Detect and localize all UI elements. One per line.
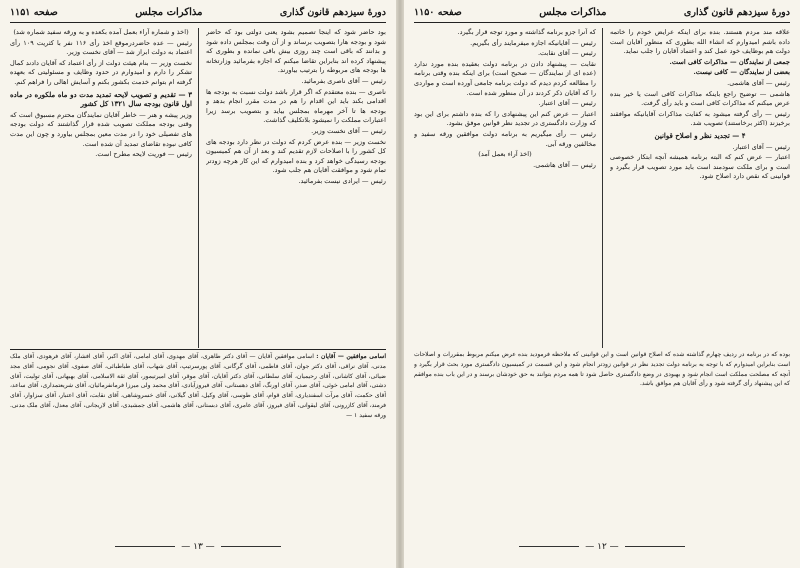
column-left — [414, 28, 596, 348]
paragraph: رئیس — آقای هاشمی. — [727, 78, 790, 87]
book-gutter — [396, 0, 404, 568]
paragraph: جمعی از نمایندگان — مذاکرات کافی است. — [669, 57, 790, 66]
paragraph: رئیس — آقایانیکه اجازه میفرمایند رأی بگیریم. — [470, 38, 596, 47]
header-page-number: صفحه ۱۱۵۰ — [414, 6, 462, 18]
paragraph: بعضی از نمایندگان — کافی نیست. — [693, 68, 790, 77]
paragraph: که آنرا جزو برنامه گذاشته و مورد توجه قرار بگیرد. — [457, 28, 596, 36]
column-right — [610, 28, 790, 348]
paragraph: ناصری — بنده معتقدم که اگر قرار باشد دولت نسبت به بودجه ها اقدامی بکند باید این اقدام را هم در مدت مقرر انجام بدهد و بودجه ها تا آخر مهرماه بمجلس بیاید و بتصویب برسد زیرا اعتبارات مملکت را نمیشود بلاتکلیف گذاشت. — [206, 87, 386, 125]
column-divider — [198, 28, 199, 348]
paragraph: رئیس — آقای اعتبار. — [538, 99, 596, 108]
paragraph: علاقه مند مردم هستند. بنده برای اینکه عرایض خودم را خاتمه داده باشم امیدوارم که انشاء الله بطوری که منظور آقایان است دولت هم بوظایف خود عمل کند و اعتماد آقایان را جلب نماید. — [610, 28, 790, 56]
paragraph: رئیس — آقای هاشمی. — [533, 160, 596, 169]
section-heading: ۳ — تقدیم و تصویب لایحه تمدید مدت دو ماه ملکوره در ماده اول قانون بودجه سال ۱۳۲۱ کل کشور — [10, 89, 192, 109]
paragraph: رئیس — عده حاضردرموقع اخذ رأی ۱۱۶ نفر با کثریت ۱۰۹ رأی اعتماد به دولت ابراز شد — آقای نخست وزیر. — [10, 38, 192, 57]
paragraph: وزیر پیشه و هنر — خاطر آقایان نمایندگان محترم مسبوق است که وقتی بودجه مملکت تصویب شده قرار گذاشتند که دولت بودجه های تفصیلی خود را در مدت معین بمجلس بیاورد و چون این مدت کافی نبوده تقاضای تمدید آن شده است. — [10, 110, 192, 148]
column-divider — [602, 28, 603, 348]
page-header — [10, 4, 386, 23]
continuation-paragraph: بوده که در برنامه در ردیف چهارم گذاشته شده که اصلاح قوانین است و این قوانینی که ملاحظه فرمودید بنده عرض میکنم مربوط بمقررات و اصلاحات است بنابراین امیدوارم که با توجه به برنامه دولت تجدید نظر در قوانین زودتر انجام شود و این قسمت در کمیسیون دادگستری مورد بحث قرار بگیرد و آنچه که مصلحت مملکت است انجام شود و بهبودی در وضع دادگستری حاصل شود تا همه مردم بتوانند به حق خودشان برسند و در این باب بنده موافقم که این پیشنهاد رأی گرفته شود و رأی آقایان هم موافق باشد. — [414, 351, 790, 388]
roster-text: اسامی موافقین آقایان — آقای دکتر طاهری، آقای مهدوی، آقای امامی، آقای اکبر، آقای افشار، آقای فرهودی، آقای ملک مدنی، آقای نراقی، آقای دکتر جوان، آقای فاطمی، آقای گرگانی، آقای پورسرتیپ، آقای شهاب، آقای طباطبائی، آقای صفوی، آقای نجومی، آقای مجد ضیائی، آقای کاشانی، آقای رحیمیان، آقای سلطانی، آقای دکتر آقایان، آقای موقر، آقای امیرتیمور، آقای ثقة الاسلامی، آقای بهبهانی، آقای تولیت، آقای دشتی، آقای امامی خوئی، آقای صدر، آقای اورنگ، آقای دهستانی، آقای فیروزآبادی، آقای محمد ولی میرزا فرمانفرمائیان، آقای شریعتمداری، آقای ساعد، آقای حکمت، آقای مرآت اسفندیاری، آقای قوام، آقای طوسی، آقای وکیل، آقای گیلانی، آقای خسروشاهی، آقای نقابت، آقای اعتبار، آقای سزاوار، آقای فرمند، آقای کازرونی، آقای لیقوانی، آقای فیروز، آقای عامری، آقای دبستانی، آقای هاشمی، آقای جمشیدی، آقای لاریجانی، آقای معدل، آقای ملک مدنی. ورقه سفید ۱ — — [10, 353, 386, 419]
continuation-text — [414, 350, 790, 530]
header-page-number: صفحه ۱۱۵۱ — [10, 6, 58, 18]
folio-number: — ۱۲ — — [404, 542, 800, 552]
paragraph: اعتبار — عرض کنم این پیشنهادی را که بنده داشتم برای این بود که وزارت دادگستری در تجدید نظر قوانین موفق بشود. — [414, 109, 596, 128]
vote-roster-footnote — [10, 352, 386, 532]
paragraph: رئیس — فوریت لایحه مطرح است. — [95, 150, 192, 159]
paragraph: رئیس — آقای نخست وزیر. — [311, 126, 386, 135]
folio-number: — ۱۳ — — [0, 542, 396, 552]
header-title: مذاکرات مجلس — [539, 6, 607, 18]
paragraph: رئیس — رأی گرفته میشود به کفایت مذاکرات آقایانیکه موافقند برخیزند (اکثر برخاستند) تصویب شد. — [610, 109, 790, 128]
column-left — [10, 28, 192, 348]
paragraph: (اخذ و شماره آراء بعمل آمده بکعده و به ورقه سفید شماره شد) — [13, 28, 189, 36]
paragraph: بود حاضر شود که اینجا تصمیم بشود یعنی دولتی بود که حاضر شود و بودجه هارا بتصویب برساند و از آن وقت بمجلس داده شود و بدانند که باقی است چند روزی بیش باقی نمانده و بطوری که پیشنهاد کرده اند بنابراین تقاضا میکنم که اجازه بفرمائید وزارتخانه ها بودجه های مربوطه را بترتیب بیاورند. — [206, 28, 386, 75]
paragraph: اعتبار — عرض کنم که البته برنامه همیشه آنچه ابتکار خصوصی است و برای ملکت سودمند است باید مورد تصویب قرار بگیرد و قوانینی که نقص دارد اصلاح شود. — [610, 153, 790, 181]
paragraph: رئیس — آقای اعتبار. — [732, 142, 790, 151]
column-right — [206, 28, 386, 348]
header-title: مذاکرات مجلس — [135, 6, 203, 18]
page-1150 — [404, 0, 800, 568]
header-session: دورهٔ سیزدهم قانون گذاری — [683, 6, 790, 18]
paragraph: رئیس — آقای ناصری بفرمائید. — [301, 76, 386, 85]
paragraph: رئیس — آقای نقابت. — [537, 49, 596, 58]
page-1151 — [0, 0, 396, 568]
page-header — [414, 4, 790, 23]
paragraph: رئیس — ایرادی نیست بفرمائید. — [298, 176, 386, 185]
footnote-rule — [10, 349, 386, 350]
paragraph: نقابت — پیشنهاد دادن در برنامه دولت بعقیده بنده مورد ندارد (عده ای از نمایندگان — صحیح است) برای اینکه بنده وقتی برنامه را مطالعه کردم دیدم که دولت برنامه جامعی آورده است و مواردی را که آقایان ذکر کردند در آن منظور شده است. — [414, 59, 596, 97]
paragraph: رئیس — رأی میگیریم به برنامه دولت موافقین ورقه سفید و مخالفین ورقه آبی. — [414, 129, 596, 148]
paragraph: نخست وزیر — بنام هیئت دولت از رأی اعتماد که آقایان دادند کمال تشکر را دارم و امیدوارم در حدود وظایف و مسئولیتی که بعهده گرفته ام بتوانم خدمت بکشور بکنم و آسایش اهالی را فراهم کنم. — [10, 58, 192, 86]
header-session: دورهٔ سیزدهم قانون گذاری — [279, 6, 386, 18]
section-heading: ۴ — تجدید نظر و اصلاح قوانین — [654, 130, 746, 140]
paragraph: هاشمی — توضیح راجع باینکه مذاکرات کافی است یا خیر بنده عرض میکنم که مذاکرات کافی است و باید رأی گرفت. — [610, 89, 790, 108]
paragraph: نخست وزیر — بنده عرض کردم که دولت در نظر دارد بودجه های کل کشور را با اصلاحات لازم تقدیم کند و بعد از آن هم کمیسیون بودجه رسیدگی خواهد کرد و بنده امیدوارم که این کار هرچه زودتر تمام شود و موافقت آقایان هم جلب شود. — [206, 137, 386, 175]
paragraph: (اخذ آراء بعمل آمد) — [478, 150, 532, 159]
roster-intro: اسامی موافقین — آقایان : — [316, 353, 386, 360]
